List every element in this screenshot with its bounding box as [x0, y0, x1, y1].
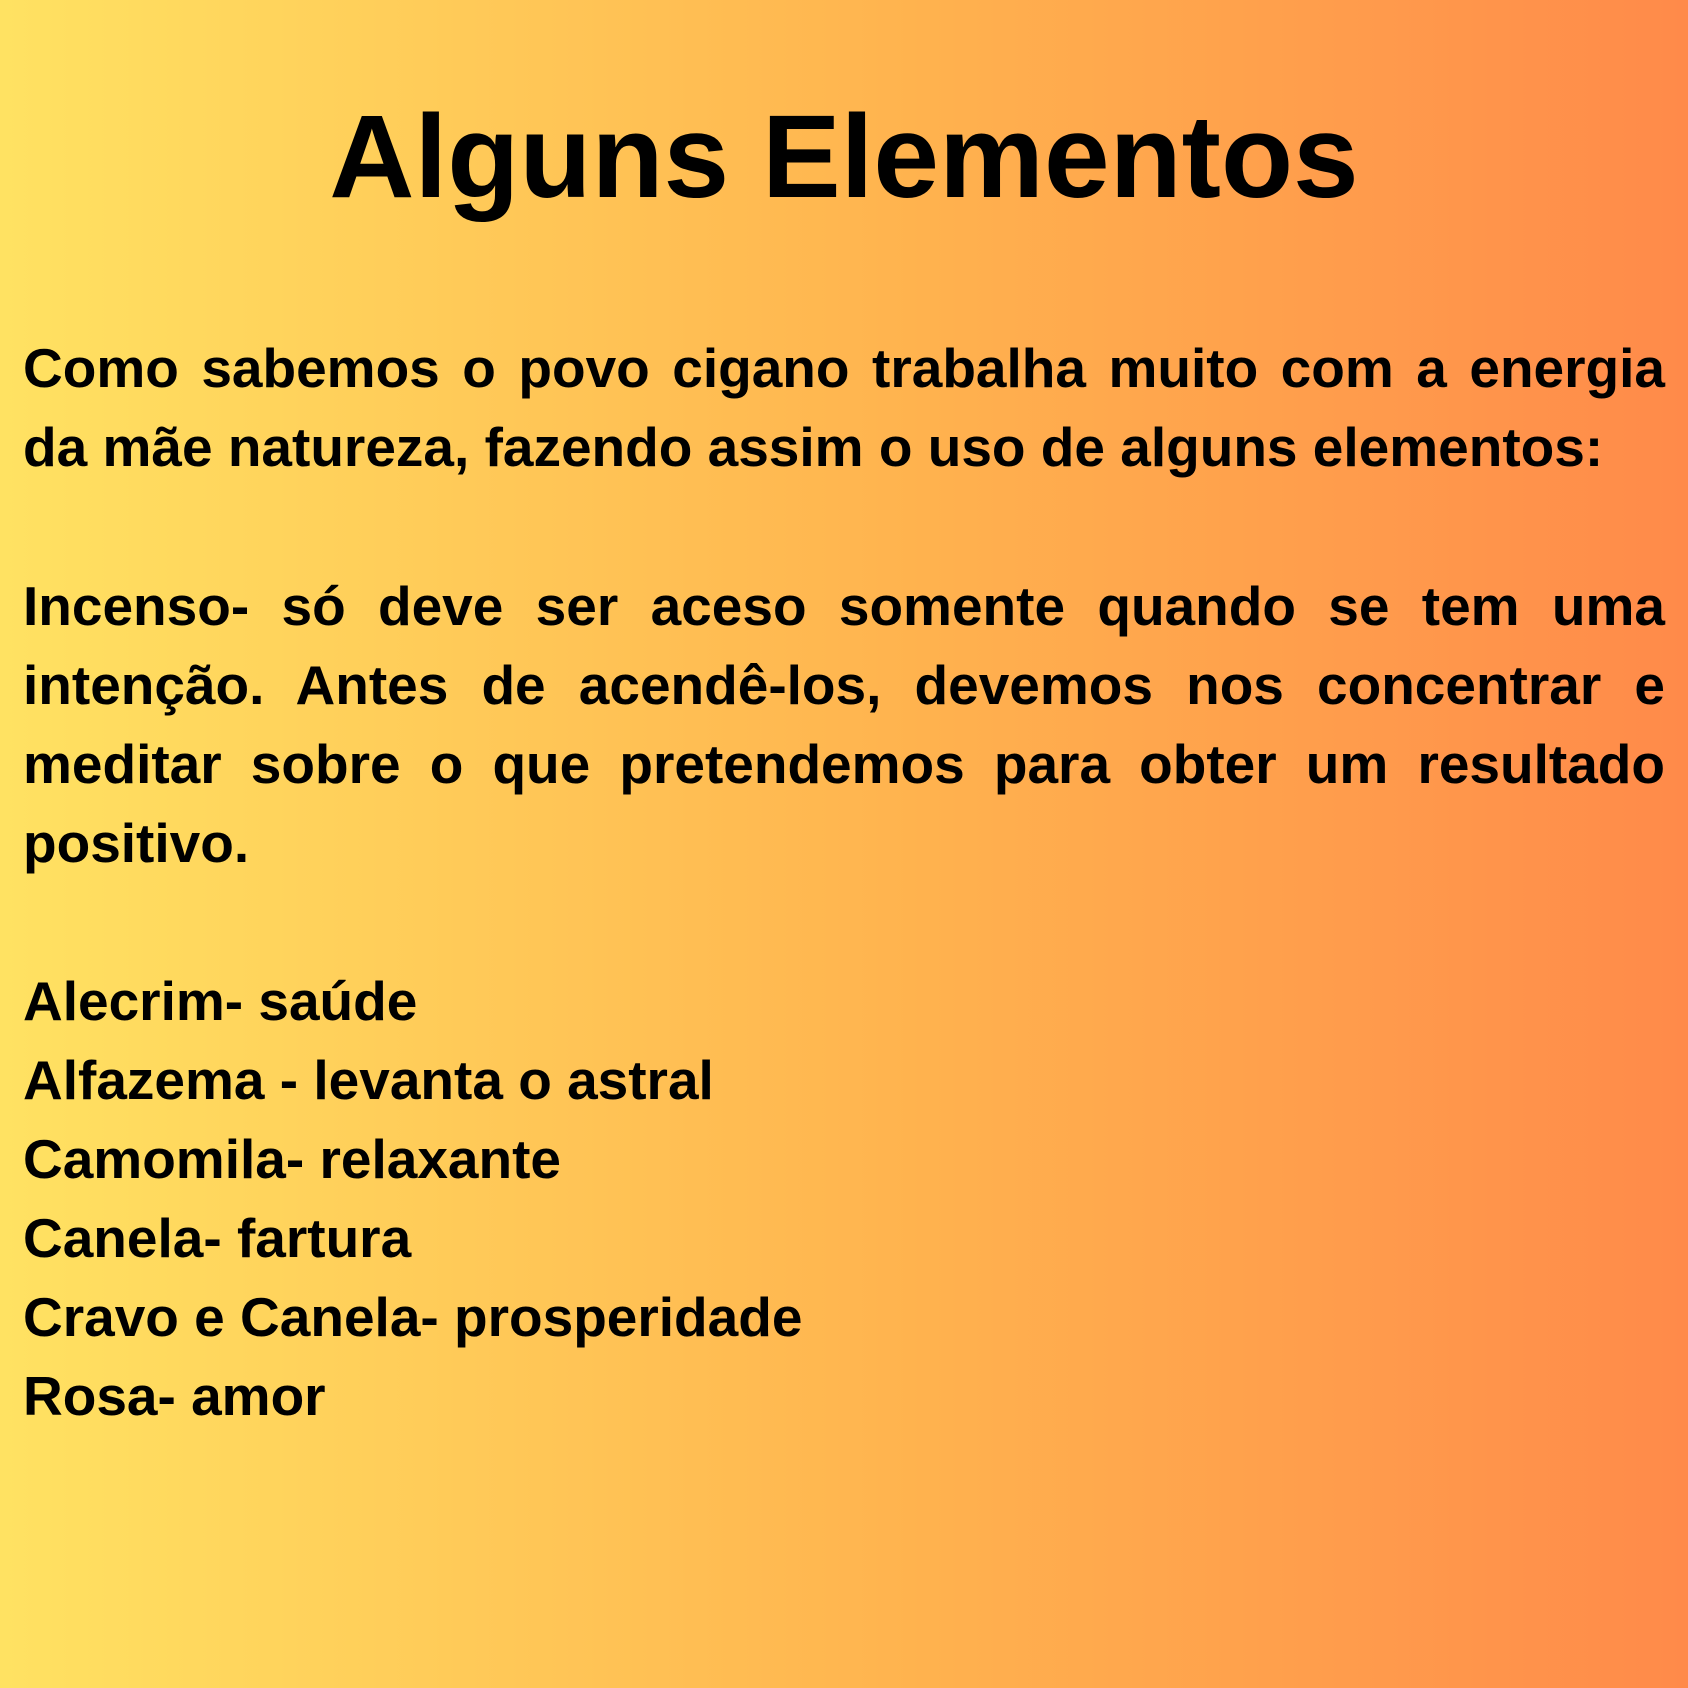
- list-item: Camomila- relaxante: [23, 1128, 561, 1190]
- slide-title: Alguns Elementos: [329, 91, 1359, 223]
- elements-list: [23, 962, 1665, 1436]
- list-item: Cravo e Canela- prosperidade: [23, 1286, 803, 1348]
- list-item: Alecrim- saúde: [23, 970, 418, 1032]
- incenso-paragraph: Incenso- só deve ser aceso somente quando se tem uma intenção. Antes de acendê-los, devemos nos concentrar e meditar sobre o que pretendemos para obter um resultado positivo.: [23, 575, 1665, 874]
- list-item: Canela- fartura: [23, 1207, 412, 1269]
- list-item: Rosa- amor: [23, 1365, 326, 1427]
- list-item: Alfazema - levanta o astral: [23, 1049, 714, 1111]
- intro-paragraph: Como sabemos o povo cigano trabalha muito com a energia da mãe natureza, fazendo assim o uso de alguns elementos:: [23, 337, 1665, 478]
